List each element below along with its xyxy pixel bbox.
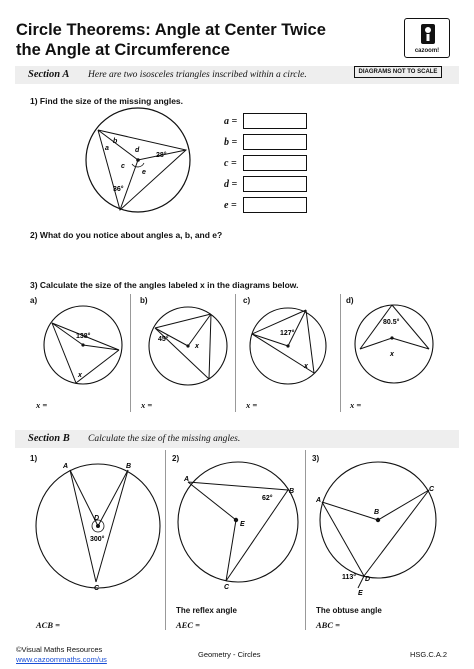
- question-3: 3) Calculate the size of the angles labeled x in the diagrams below.: [30, 280, 299, 290]
- b2-point-C: C: [224, 584, 230, 591]
- part-a-x: x: [78, 372, 82, 379]
- b1-point-A: A: [63, 463, 69, 470]
- cazoom-logo: [404, 18, 450, 58]
- b3-point-B: B: [374, 509, 380, 516]
- part-d-answer[interactable]: x =: [350, 400, 362, 410]
- b1-point-D: D: [94, 515, 100, 522]
- title-line-2: the Angle at Circumference: [16, 41, 230, 59]
- b1-angle: 300°: [90, 536, 105, 543]
- b3-tag: 3): [312, 454, 320, 463]
- divider: [340, 294, 341, 412]
- part-d-angle: 80.5°: [383, 319, 400, 326]
- b3-point-E: E: [358, 590, 363, 597]
- b3-point-C: C: [429, 486, 435, 493]
- answer-box-d[interactable]: [243, 176, 307, 192]
- part-b-x: x: [195, 343, 199, 350]
- part-c-tag: c): [243, 296, 251, 305]
- logo-mark-icon: [405, 19, 451, 49]
- page-title: [16, 20, 326, 60]
- b2-point-A: A: [184, 476, 190, 483]
- part-b-answer[interactable]: x =: [141, 400, 153, 410]
- b2-point-B: B: [289, 488, 295, 495]
- footer-topic: Geometry - Circles: [198, 650, 261, 659]
- q1-angle-28: 28°: [156, 152, 167, 159]
- title-line-1: Circle Theorems: Angle at Center Twice: [16, 21, 326, 39]
- b2-angle: 62°: [262, 495, 273, 502]
- question-1: 1) Find the size of the missing angles.: [30, 96, 184, 106]
- b3-circle-diagram: [312, 458, 444, 598]
- answer-box-a[interactable]: [243, 113, 307, 129]
- divider: [305, 450, 306, 630]
- part-c-angle: 127°: [280, 330, 295, 337]
- b1-tag: 1): [30, 454, 38, 463]
- part-c-circle-diagram: [246, 302, 338, 390]
- b3-point-D: D: [365, 576, 371, 583]
- part-a-answer[interactable]: x =: [36, 400, 48, 410]
- part-b-angle: 45°: [158, 336, 169, 343]
- answer-box-e[interactable]: [243, 197, 307, 213]
- b1-circle-diagram: [30, 458, 164, 593]
- q1-label-b: b: [113, 138, 118, 145]
- diagrams-not-to-scale-note: DIAGRAMS NOT TO SCALE: [354, 66, 442, 78]
- part-d-tag: d): [346, 296, 354, 305]
- b3-caption: The obtuse angle: [316, 606, 382, 615]
- answer-label-a: a =: [224, 116, 238, 127]
- answer-box-b[interactable]: [243, 134, 307, 150]
- footer-copyright: ©Visual Maths Resources: [16, 645, 103, 654]
- part-a-circle-diagram: [36, 302, 128, 390]
- q1-angle-36: 36°: [113, 186, 124, 193]
- section-b-instruction: Calculate the size of the missing angles.: [88, 434, 241, 444]
- divider: [235, 294, 236, 412]
- q1-circle-diagram: [80, 104, 200, 224]
- part-c-answer[interactable]: x =: [246, 400, 258, 410]
- part-b-circle-diagram: [141, 302, 233, 390]
- b2-caption: The reflex angle: [176, 606, 237, 615]
- footer-link[interactable]: www.cazoommaths.com/us: [16, 655, 107, 664]
- b1-answer[interactable]: ACB =: [36, 620, 60, 630]
- answer-label-d: d =: [224, 179, 238, 190]
- b1-point-B: B: [126, 463, 132, 470]
- b2-point-E: E: [240, 521, 245, 528]
- q1-label-d: d: [135, 147, 140, 154]
- b3-angle: 113°: [342, 574, 357, 581]
- part-a-angle: 138°: [76, 333, 91, 340]
- footer-standard-code: HSG.C.A.2: [410, 650, 448, 659]
- answer-label-c: c =: [224, 158, 237, 169]
- answer-label-b: b =: [224, 137, 238, 148]
- q1-label-e: e: [142, 169, 146, 176]
- b1-point-C: C: [94, 585, 100, 592]
- answer-box-c[interactable]: [243, 155, 307, 171]
- part-d-circle-diagram: [350, 302, 442, 390]
- b3-point-A: A: [316, 497, 322, 504]
- part-a-tag: a): [30, 296, 38, 305]
- part-b-tag: b): [140, 296, 148, 305]
- logo-text: cazoom!: [414, 48, 440, 54]
- part-c-x: x: [304, 363, 308, 370]
- section-b-label: Section B: [28, 433, 70, 444]
- q1-label-c: c: [121, 163, 125, 170]
- divider: [165, 450, 166, 630]
- b2-tag: 2): [172, 454, 180, 463]
- divider: [130, 294, 131, 412]
- section-a-instruction: Here are two isosceles triangles inscribed within a circle.: [88, 70, 307, 80]
- b2-answer[interactable]: AEC =: [176, 620, 200, 630]
- b2-circle-diagram: [172, 458, 304, 593]
- section-a-label: Section A: [28, 69, 70, 80]
- q1-label-a: a: [105, 145, 109, 152]
- question-2: 2) What do you notice about angles a, b, and e?: [30, 230, 223, 240]
- answer-label-e: e =: [224, 200, 237, 211]
- b3-answer[interactable]: ABC =: [316, 620, 340, 630]
- part-d-x: x: [390, 351, 394, 358]
